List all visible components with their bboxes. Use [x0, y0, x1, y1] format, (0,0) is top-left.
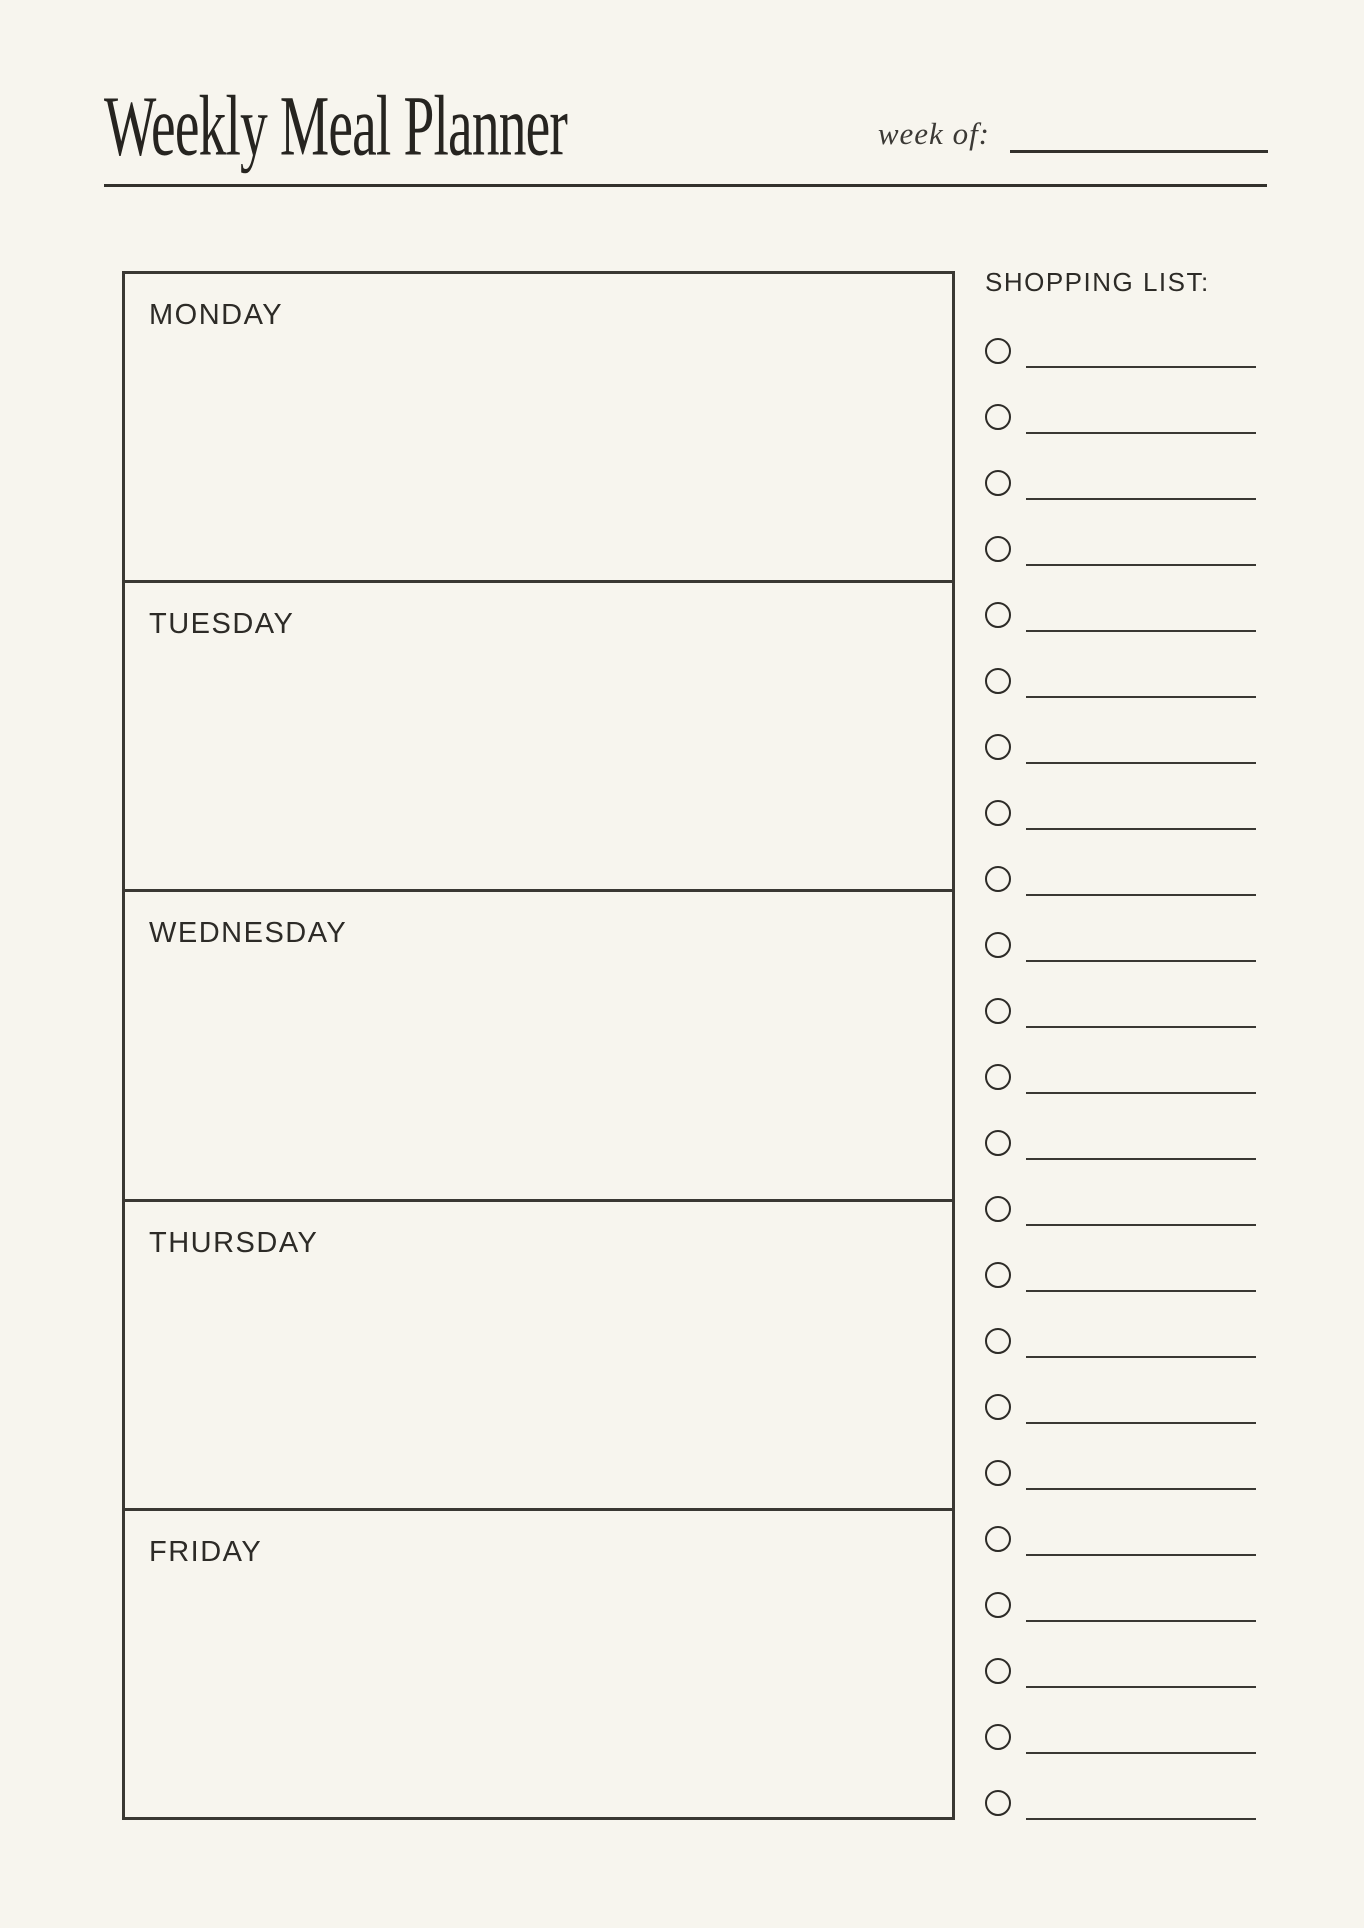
shopping-list-item [985, 1724, 1275, 1750]
shopping-list-item [985, 1196, 1275, 1222]
item-checkbox-circle[interactable] [985, 800, 1011, 826]
item-input-line[interactable] [1026, 866, 1256, 896]
day-box-friday[interactable] [125, 1508, 952, 1817]
shopping-list-item [985, 866, 1275, 892]
shopping-list-item [985, 1592, 1275, 1618]
page-title: Weekly Meal Planner [104, 79, 567, 175]
shopping-list-item [985, 1130, 1275, 1156]
item-checkbox-circle[interactable] [985, 1394, 1011, 1420]
item-checkbox-circle[interactable] [985, 1526, 1011, 1552]
item-input-line[interactable] [1026, 1460, 1256, 1490]
day-box-thursday[interactable] [125, 1199, 952, 1508]
item-input-line[interactable] [1026, 734, 1256, 764]
item-input-line[interactable] [1026, 1790, 1256, 1820]
item-input-line[interactable] [1026, 1724, 1256, 1754]
day-label: WEDNESDAY [149, 917, 348, 950]
item-checkbox-circle[interactable] [985, 1328, 1011, 1354]
item-input-line[interactable] [1026, 1526, 1256, 1556]
shopping-list-item [985, 1658, 1275, 1684]
item-input-line[interactable] [1026, 800, 1256, 830]
item-checkbox-circle[interactable] [985, 1658, 1011, 1684]
day-box-tuesday[interactable] [125, 580, 952, 889]
shopping-list-item [985, 1328, 1275, 1354]
shopping-list-item [985, 470, 1275, 496]
item-checkbox-circle[interactable] [985, 1460, 1011, 1486]
shopping-list-item [985, 1394, 1275, 1420]
item-checkbox-circle[interactable] [985, 932, 1011, 958]
item-checkbox-circle[interactable] [985, 734, 1011, 760]
item-checkbox-circle[interactable] [985, 866, 1011, 892]
item-input-line[interactable] [1026, 1196, 1256, 1226]
shopping-list-items [985, 338, 1275, 1816]
shopping-list-item [985, 932, 1275, 958]
item-checkbox-circle[interactable] [985, 338, 1011, 364]
item-checkbox-circle[interactable] [985, 1130, 1011, 1156]
item-input-line[interactable] [1026, 1592, 1256, 1622]
shopping-list-item [985, 602, 1275, 628]
item-checkbox-circle[interactable] [985, 404, 1011, 430]
shopping-list-title: SHOPPING LIST: [985, 267, 1210, 297]
week-of-group [0, 116, 990, 152]
item-checkbox-circle[interactable] [985, 1064, 1011, 1090]
item-checkbox-circle[interactable] [985, 1790, 1011, 1816]
shopping-list-item [985, 536, 1275, 562]
shopping-list-item [985, 404, 1275, 430]
week-of-label: week of: [877, 116, 990, 151]
item-checkbox-circle[interactable] [985, 1196, 1011, 1222]
week-of-input-line[interactable] [1010, 136, 1268, 153]
shopping-list-item [985, 668, 1275, 694]
day-label: THURSDAY [149, 1226, 319, 1259]
shopping-list-item [985, 734, 1275, 760]
day-box-monday[interactable] [125, 274, 952, 580]
day-label: FRIDAY [149, 1535, 263, 1568]
item-checkbox-circle[interactable] [985, 602, 1011, 628]
shopping-list-item [985, 800, 1275, 826]
shopping-list-item [985, 1790, 1275, 1816]
item-input-line[interactable] [1026, 602, 1256, 632]
shopping-list-item [985, 1460, 1275, 1486]
item-checkbox-circle[interactable] [985, 1262, 1011, 1288]
item-input-line[interactable] [1026, 470, 1256, 500]
item-input-line[interactable] [1026, 932, 1256, 962]
shopping-list-item [985, 1064, 1275, 1090]
day-label: MONDAY [149, 299, 284, 331]
item-input-line[interactable] [1026, 1064, 1256, 1094]
item-input-line[interactable] [1026, 668, 1256, 698]
day-box-wednesday[interactable] [125, 889, 952, 1198]
item-checkbox-circle[interactable] [985, 1724, 1011, 1750]
item-checkbox-circle[interactable] [985, 1592, 1011, 1618]
shopping-list [985, 266, 1275, 1816]
item-input-line[interactable] [1026, 1328, 1256, 1358]
item-input-line[interactable] [1026, 998, 1256, 1028]
item-checkbox-circle[interactable] [985, 998, 1011, 1024]
item-checkbox-circle[interactable] [985, 668, 1011, 694]
shopping-list-item [985, 1262, 1275, 1288]
item-input-line[interactable] [1026, 1262, 1256, 1292]
item-input-line[interactable] [1026, 1658, 1256, 1688]
shopping-list-item [985, 1526, 1275, 1552]
item-input-line[interactable] [1026, 404, 1256, 434]
item-input-line[interactable] [1026, 338, 1256, 368]
day-label: TUESDAY [149, 608, 295, 641]
shopping-list-item [985, 338, 1275, 364]
item-input-line[interactable] [1026, 1394, 1256, 1424]
day-boxes [122, 271, 955, 1820]
header-divider [104, 184, 1267, 187]
item-checkbox-circle[interactable] [985, 536, 1011, 562]
item-checkbox-circle[interactable] [985, 470, 1011, 496]
item-input-line[interactable] [1026, 1130, 1256, 1160]
shopping-list-item [985, 998, 1275, 1024]
item-input-line[interactable] [1026, 536, 1256, 566]
